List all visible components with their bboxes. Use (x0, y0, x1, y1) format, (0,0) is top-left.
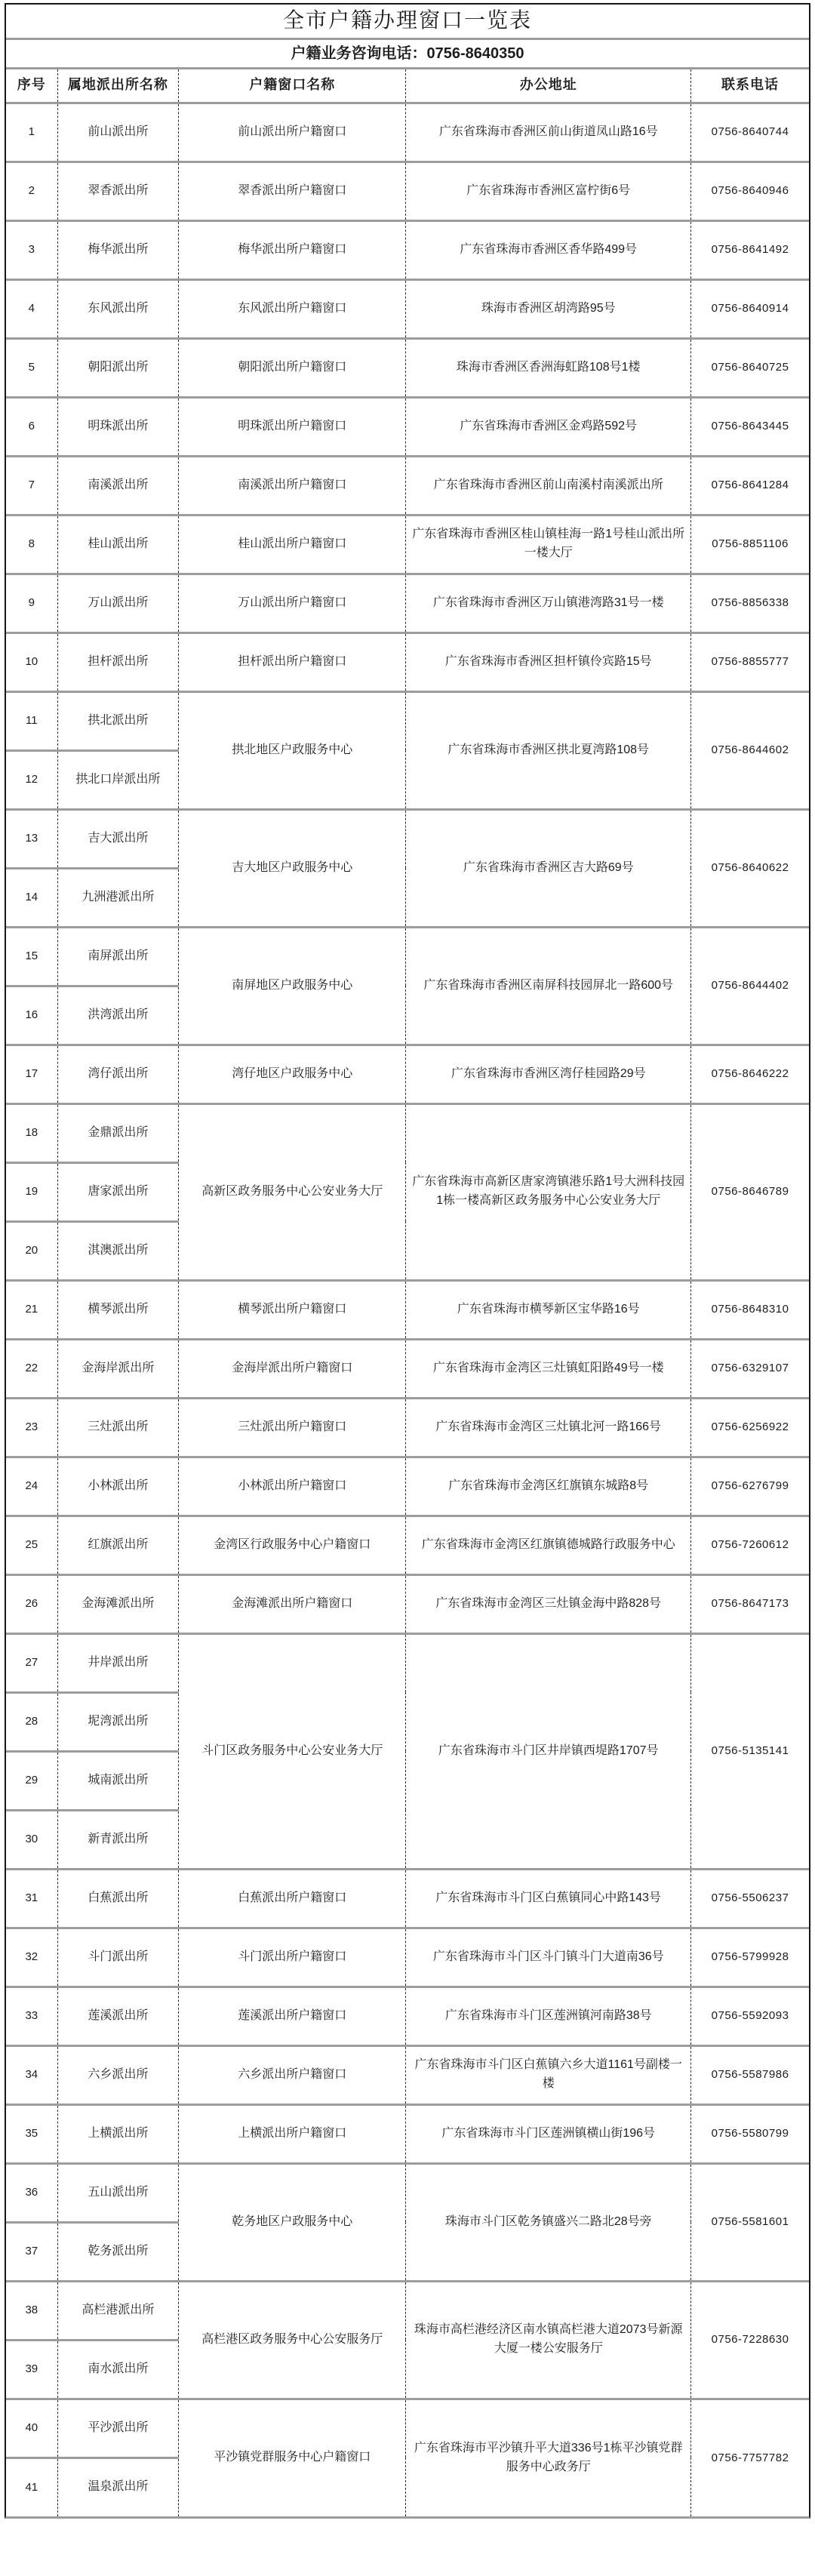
station-name-cell: 横琴派出所 (57, 1280, 179, 1339)
phone-cell: 0756-6276799 (691, 1457, 809, 1516)
row-number-cell: 12 (6, 750, 57, 809)
window-name-cell: 担杆派出所户籍窗口 (179, 632, 406, 691)
address-cell: 珠海市香洲区胡湾路95号 (406, 279, 691, 338)
station-name-cell: 金鼎派出所 (57, 1103, 179, 1162)
address-cell: 珠海市高栏港经济区南水镇高栏港大道2073号新源大厦一楼公安服务厅 (406, 2281, 691, 2399)
station-name-cell: 红旗派出所 (57, 1516, 179, 1574)
station-name-cell: 城南派出所 (57, 1751, 179, 1810)
station-name-cell: 桂山派出所 (57, 515, 179, 574)
window-name-cell: 明珠派出所户籍窗口 (179, 397, 406, 456)
table-row (6, 2281, 809, 2340)
window-name-cell: 高新区政务服务中心公安业务大厅 (179, 1103, 406, 1280)
registration-window-table (6, 69, 809, 2516)
table-row (6, 2104, 809, 2163)
station-name-cell: 坭湾派出所 (57, 1692, 179, 1751)
address-cell: 广东省珠海市香洲区前山街道凤山路16号 (406, 103, 691, 162)
row-number-cell: 37 (6, 2222, 57, 2281)
row-number-cell: 29 (6, 1751, 57, 1810)
address-cell: 广东省珠海市香洲区拱北夏湾路108号 (406, 691, 691, 809)
address-cell: 广东省珠海市平沙镇升平大道336号1栋平沙镇党群服务中心政务厅 (406, 2399, 691, 2516)
address-cell: 广东省珠海市香洲区南屏科技园屏北一路600号 (406, 927, 691, 1045)
row-number-cell: 23 (6, 1398, 57, 1457)
address-cell: 广东省珠海市香洲区吉大路69号 (406, 809, 691, 927)
phone-cell: 0756-8640914 (691, 279, 809, 338)
station-name-cell: 东风派出所 (57, 279, 179, 338)
window-name-cell: 南屏地区户政服务中心 (179, 927, 406, 1045)
table-row (6, 1928, 809, 1987)
address-cell: 广东省珠海市斗门区白蕉镇六乡大道1161号副楼一楼 (406, 2045, 691, 2104)
phone-cell: 0756-6256922 (691, 1398, 809, 1457)
window-name-cell: 梅华派出所户籍窗口 (179, 220, 406, 279)
row-number-cell: 34 (6, 2045, 57, 2104)
table-row (6, 2045, 809, 2104)
row-number-cell: 20 (6, 1221, 57, 1280)
phone-cell: 0756-7757782 (691, 2399, 809, 2516)
phone-cell: 0756-5580799 (691, 2104, 809, 2163)
station-name-cell: 六乡派出所 (57, 2045, 179, 2104)
station-name-cell: 白蕉派出所 (57, 1869, 179, 1928)
station-name-cell: 平沙派出所 (57, 2399, 179, 2458)
window-name-cell: 横琴派出所户籍窗口 (179, 1280, 406, 1339)
phone-cell: 0756-8643445 (691, 397, 809, 456)
window-name-cell: 桂山派出所户籍窗口 (179, 515, 406, 574)
table-row (6, 927, 809, 986)
station-name-cell: 拱北派出所 (57, 691, 179, 750)
station-name-cell: 万山派出所 (57, 574, 179, 632)
row-number-cell: 26 (6, 1574, 57, 1633)
phone-cell: 0756-8640744 (691, 103, 809, 162)
address-cell: 广东省珠海市香洲区湾仔桂园路29号 (406, 1045, 691, 1103)
station-name-cell: 莲溪派出所 (57, 1987, 179, 2045)
phone-cell: 0756-8641284 (691, 456, 809, 515)
station-name-cell: 乾务派出所 (57, 2222, 179, 2281)
station-name-cell: 拱北口岸派出所 (57, 750, 179, 809)
station-name-cell: 井岸派出所 (57, 1633, 179, 1692)
hotline-subtitle: 户籍业务咨询电话：0756-8640350 (6, 40, 809, 69)
table-row (6, 338, 809, 397)
table-row (6, 1987, 809, 2045)
row-number-cell: 13 (6, 809, 57, 868)
table-row (6, 515, 809, 574)
phone-cell: 0756-8646789 (691, 1103, 809, 1280)
row-number-cell: 30 (6, 1810, 57, 1869)
address-cell: 广东省珠海市金湾区三灶镇金海中路828号 (406, 1574, 691, 1633)
window-name-cell: 翠香派出所户籍窗口 (179, 162, 406, 220)
phone-cell: 0756-8644402 (691, 927, 809, 1045)
table-row (6, 2163, 809, 2222)
window-name-cell: 拱北地区户政服务中心 (179, 691, 406, 809)
phone-cell: 0756-8641492 (691, 220, 809, 279)
window-name-cell: 平沙镇党群服务中心户籍窗口 (179, 2399, 406, 2516)
station-name-cell: 九洲港派出所 (57, 868, 179, 927)
window-name-cell: 前山派出所户籍窗口 (179, 103, 406, 162)
row-number-cell: 10 (6, 632, 57, 691)
row-number-cell: 17 (6, 1045, 57, 1103)
phone-cell: 0756-5592093 (691, 1987, 809, 2045)
window-name-cell: 万山派出所户籍窗口 (179, 574, 406, 632)
station-name-cell: 前山派出所 (57, 103, 179, 162)
page-title: 全市户籍办理窗口一览表 (6, 5, 809, 40)
phone-cell: 0756-5587986 (691, 2045, 809, 2104)
table-row (6, 1280, 809, 1339)
phone-cell: 0756-8851106 (691, 515, 809, 574)
row-number-cell: 6 (6, 397, 57, 456)
address-cell: 广东省珠海市金湾区红旗镇东城路8号 (406, 1457, 691, 1516)
row-number-cell: 28 (6, 1692, 57, 1751)
address-cell: 广东省珠海市斗门区莲洲镇横山街196号 (406, 2104, 691, 2163)
window-name-cell: 乾务地区户政服务中心 (179, 2163, 406, 2281)
window-name-cell: 朝阳派出所户籍窗口 (179, 338, 406, 397)
phone-cell: 0756-5506237 (691, 1869, 809, 1928)
address-cell: 广东省珠海市香洲区金鸡路592号 (406, 397, 691, 456)
phone-cell: 0756-8856338 (691, 574, 809, 632)
phone-cell: 0756-7228630 (691, 2281, 809, 2399)
table-row (6, 397, 809, 456)
station-name-cell: 高栏港派出所 (57, 2281, 179, 2340)
row-number-cell: 9 (6, 574, 57, 632)
address-cell: 广东省珠海市横琴新区宝华路16号 (406, 1280, 691, 1339)
table-row (6, 809, 809, 868)
address-cell: 广东省珠海市斗门区斗门镇斗门大道南36号 (406, 1928, 691, 1987)
row-number-cell: 35 (6, 2104, 57, 2163)
station-name-cell: 朝阳派出所 (57, 338, 179, 397)
table-row (6, 456, 809, 515)
phone-cell: 0756-8647173 (691, 1574, 809, 1633)
station-name-cell: 五山派出所 (57, 2163, 179, 2222)
address-cell: 广东省珠海市金湾区三灶镇北河一路166号 (406, 1398, 691, 1457)
phone-cell: 0756-5581601 (691, 2163, 809, 2281)
window-name-cell: 莲溪派出所户籍窗口 (179, 1987, 406, 2045)
row-number-cell: 25 (6, 1516, 57, 1574)
phone-cell: 0756-8640622 (691, 809, 809, 927)
station-name-cell: 斗门派出所 (57, 1928, 179, 1987)
address-cell: 广东省珠海市香洲区富柠街6号 (406, 162, 691, 220)
phone-cell: 0756-8855777 (691, 632, 809, 691)
table-row (6, 1398, 809, 1457)
table-row (6, 162, 809, 220)
table-row (6, 574, 809, 632)
station-name-cell: 小林派出所 (57, 1457, 179, 1516)
table-row (6, 1869, 809, 1928)
column-header-address: 办公地址 (406, 69, 691, 103)
window-name-cell: 东风派出所户籍窗口 (179, 279, 406, 338)
phone-cell: 0756-8644602 (691, 691, 809, 809)
row-number-cell: 2 (6, 162, 57, 220)
table-row (6, 1339, 809, 1398)
row-number-cell: 40 (6, 2399, 57, 2458)
column-header-no: 序号 (17, 77, 46, 93)
window-name-cell: 金湾区行政服务中心户籍窗口 (179, 1516, 406, 1574)
window-name-cell: 金海滩派出所户籍窗口 (179, 1574, 406, 1633)
row-number-cell: 41 (6, 2458, 57, 2516)
address-cell: 广东省珠海市斗门区白蕉镇同心中路143号 (406, 1869, 691, 1928)
row-number-cell: 8 (6, 515, 57, 574)
row-number-cell: 33 (6, 1987, 57, 2045)
window-name-cell: 上横派出所户籍窗口 (179, 2104, 406, 2163)
window-name-cell: 高栏港区政务服务中心公安服务厅 (179, 2281, 406, 2399)
station-name-cell: 担杆派出所 (57, 632, 179, 691)
row-number-cell: 15 (6, 927, 57, 986)
row-number-cell: 32 (6, 1928, 57, 1987)
station-name-cell: 湾仔派出所 (57, 1045, 179, 1103)
phone-cell: 0756-6329107 (691, 1339, 809, 1398)
row-number-cell: 36 (6, 2163, 57, 2222)
window-name-cell: 六乡派出所户籍窗口 (179, 2045, 406, 2104)
row-number-cell: 4 (6, 279, 57, 338)
phone-cell: 0756-8646222 (691, 1045, 809, 1103)
table-row (6, 2399, 809, 2458)
table-header-row (6, 69, 809, 103)
phone-cell: 0756-8648310 (691, 1280, 809, 1339)
address-cell: 广东省珠海市香洲区担杆镇伶宾路15号 (406, 632, 691, 691)
row-number-cell: 39 (6, 2340, 57, 2399)
row-number-cell: 7 (6, 456, 57, 515)
station-name-cell: 淇澳派出所 (57, 1221, 179, 1280)
station-name-cell: 南溪派出所 (57, 456, 179, 515)
table-row (6, 1457, 809, 1516)
station-name-cell: 洪湾派出所 (57, 986, 179, 1045)
address-cell: 广东省珠海市金湾区红旗镇德城路行政服务中心 (406, 1516, 691, 1574)
window-name-cell: 南溪派出所户籍窗口 (179, 456, 406, 515)
address-cell: 广东省珠海市香洲区前山南溪村南溪派出所 (406, 456, 691, 515)
table-row (6, 632, 809, 691)
address-cell: 广东省珠海市高新区唐家湾镇港乐路1号大洲科技园1栋一楼高新区政务服务中心公安业务大厅 (406, 1103, 691, 1280)
window-name-cell: 小林派出所户籍窗口 (179, 1457, 406, 1516)
station-name-cell: 梅华派出所 (57, 220, 179, 279)
row-number-cell: 16 (6, 986, 57, 1045)
window-name-cell: 斗门区政务服务中心公安业务大厅 (179, 1633, 406, 1869)
window-name-cell: 金海岸派出所户籍窗口 (179, 1339, 406, 1398)
table-row (6, 1633, 809, 1692)
row-number-cell: 5 (6, 338, 57, 397)
row-number-cell: 22 (6, 1339, 57, 1398)
station-name-cell: 南屏派出所 (57, 927, 179, 986)
station-name-cell: 明珠派出所 (57, 397, 179, 456)
station-name-cell: 翠香派出所 (57, 162, 179, 220)
column-header-window: 户籍窗口名称 (179, 69, 406, 103)
row-number-cell: 14 (6, 868, 57, 927)
station-name-cell: 唐家派出所 (57, 1162, 179, 1221)
row-number-cell: 31 (6, 1869, 57, 1928)
row-number-cell: 3 (6, 220, 57, 279)
window-name-cell: 湾仔地区户政服务中心 (179, 1045, 406, 1103)
phone-cell: 0756-8640725 (691, 338, 809, 397)
row-number-cell: 24 (6, 1457, 57, 1516)
phone-cell: 0756-5799928 (691, 1928, 809, 1987)
row-number-cell: 27 (6, 1633, 57, 1692)
table-row (6, 1574, 809, 1633)
address-cell: 广东省珠海市斗门区莲洲镇河南路38号 (406, 1987, 691, 2045)
station-name-cell: 金海滩派出所 (57, 1574, 179, 1633)
station-name-cell: 三灶派出所 (57, 1398, 179, 1457)
address-cell: 珠海市斗门区乾务镇盛兴二路北28号旁 (406, 2163, 691, 2281)
window-name-cell: 白蕉派出所户籍窗口 (179, 1869, 406, 1928)
station-name-cell: 温泉派出所 (57, 2458, 179, 2516)
address-cell: 广东省珠海市香洲区万山镇港湾路31号一楼 (406, 574, 691, 632)
address-cell: 珠海市香洲区香洲海虹路108号1楼 (406, 338, 691, 397)
address-cell: 广东省珠海市斗门区井岸镇西堤路1707号 (406, 1633, 691, 1869)
row-number-cell: 21 (6, 1280, 57, 1339)
table-row (6, 1516, 809, 1574)
table-row (6, 1045, 809, 1103)
row-number-cell: 1 (6, 103, 57, 162)
table-row (6, 103, 809, 162)
address-cell: 广东省珠海市香洲区桂山镇桂海一路1号桂山派出所一楼大厅 (406, 515, 691, 574)
row-number-cell: 38 (6, 2281, 57, 2340)
row-number-cell: 18 (6, 1103, 57, 1162)
column-header-station: 属地派出所名称 (57, 69, 179, 103)
phone-cell: 0756-5135141 (691, 1633, 809, 1869)
phone-cell: 0756-7260612 (691, 1516, 809, 1574)
address-cell: 广东省珠海市金湾区三灶镇虹阳路49号一楼 (406, 1339, 691, 1398)
window-name-cell: 三灶派出所户籍窗口 (179, 1398, 406, 1457)
window-name-cell: 吉大地区户政服务中心 (179, 809, 406, 927)
table-row (6, 691, 809, 750)
column-header-phone: 联系电话 (691, 69, 809, 103)
station-name-cell: 金海岸派出所 (57, 1339, 179, 1398)
address-cell: 广东省珠海市香洲区香华路499号 (406, 220, 691, 279)
window-name-cell: 斗门派出所户籍窗口 (179, 1928, 406, 1987)
station-name-cell: 南水派出所 (57, 2340, 179, 2399)
phone-cell: 0756-8640946 (691, 162, 809, 220)
row-number-cell: 19 (6, 1162, 57, 1221)
station-name-cell: 吉大派出所 (57, 809, 179, 868)
table-row (6, 1103, 809, 1162)
table-row (6, 279, 809, 338)
station-name-cell: 上横派出所 (57, 2104, 179, 2163)
registration-window-sheet (5, 3, 810, 2519)
row-number-cell: 11 (6, 691, 57, 750)
table-row (6, 220, 809, 279)
station-name-cell: 新青派出所 (57, 1810, 179, 1869)
